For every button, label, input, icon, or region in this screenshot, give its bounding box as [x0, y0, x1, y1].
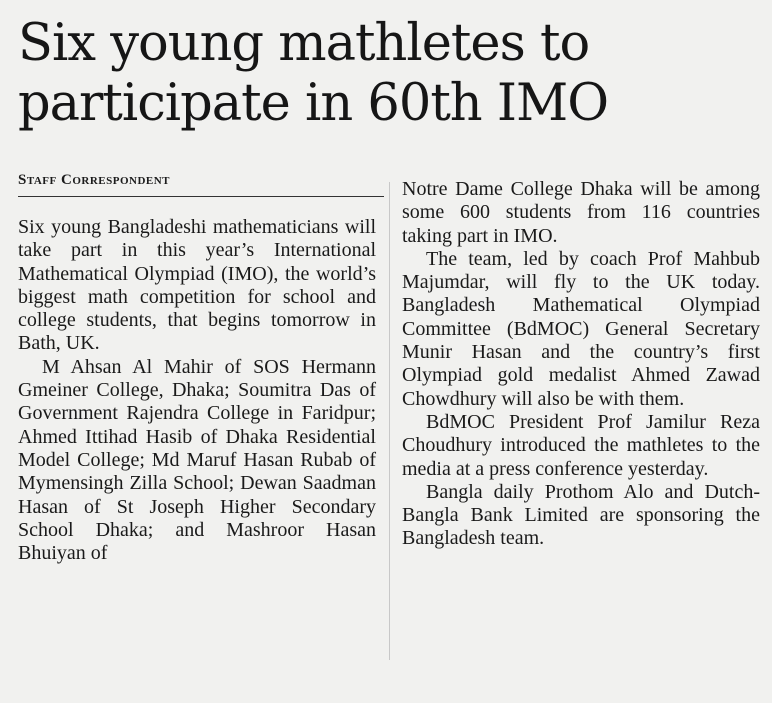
article-column-right	[402, 178, 760, 551]
column-divider	[389, 182, 390, 660]
headline: Six young mathletes to participate in 60th IMO	[18, 14, 609, 133]
byline: Staff Correspondent	[18, 172, 171, 188]
article-column-left	[18, 216, 376, 565]
paragraph-press-conference: BdMOC President Prof Jamilur Reza Choudhury introduced the mathletes to the media at a press conference yesterday.	[402, 410, 760, 480]
paragraph-coach: The team, led by coach Prof Mahbub Majumdar, will fly to the UK today. Bangladesh Mathematical Olympiad Committee (BdMOC) General Secretary Munir Hasan and the country’s first Olympiad gold medalist Ahmed Zawad Chowdhury will also be with them.	[402, 247, 760, 410]
paragraph-continuation: Notre Dame College Dhaka will be among some 600 students from 116 countries taking part in IMO.	[402, 178, 760, 247]
paragraph-team-members: M Ahsan Al Mahir of SOS Hermann Gmeiner College, Dhaka; Soumitra Das of Government Rajendra College in Faridpur; Ahmed Ittihad Hasib of Dhaka Residential Model College; Md Maruf Hasan Rubab of Mymensingh Zilla School; Dewan Saadman Hasan of St Joseph Higher Secondary School Dhaka; and Mashroor Hasan Bhuiyan of	[18, 355, 376, 565]
paragraph-sponsors: Bangla daily Prothom Alo and Dutch-Bangla Bank Limited are sponsoring the Bangladesh team.	[402, 480, 760, 550]
paragraph-intro: Six young Bangladeshi mathematicians will take part in this year’s International Mathematical Olympiad (IMO), the world’s biggest math competition for school and college students, that begins tomorrow in Bath, UK.	[18, 216, 376, 355]
byline-rule	[18, 196, 384, 197]
